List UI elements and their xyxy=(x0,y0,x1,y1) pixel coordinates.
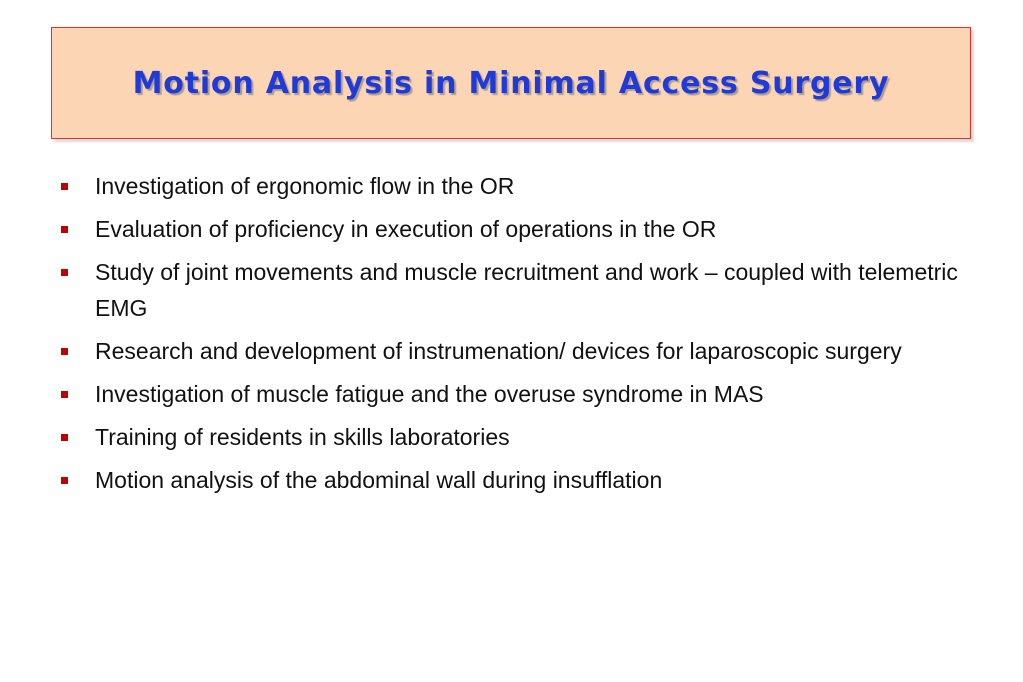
square-bullet-icon xyxy=(61,269,68,276)
title-box xyxy=(51,27,971,139)
bullet-text: Motion analysis of the abdominal wall during insufflation xyxy=(95,467,663,493)
slide-title: Motion Analysis in Minimal Access Surgery xyxy=(132,65,890,101)
square-bullet-icon xyxy=(61,226,68,233)
bullet-item xyxy=(58,333,968,369)
bullet-text: Research and development of instrumenation/ devices for laparoscopic surgery xyxy=(95,338,902,364)
square-bullet-icon xyxy=(61,477,68,484)
square-bullet-icon xyxy=(61,391,68,398)
bullet-item xyxy=(58,168,968,204)
bullet-text: Study of joint movements and muscle recruitment and work – coupled with telemetric EMG xyxy=(95,259,958,321)
bullet-item xyxy=(58,376,968,412)
bullet-item xyxy=(58,462,968,498)
bullet-item xyxy=(58,211,968,247)
bullet-text: Investigation of muscle fatigue and the overuse syndrome in MAS xyxy=(95,381,764,407)
square-bullet-icon xyxy=(61,348,68,355)
bullet-item xyxy=(58,419,968,455)
bullet-text: Training of residents in skills laboratories xyxy=(95,424,510,450)
bullet-item xyxy=(58,254,968,326)
square-bullet-icon xyxy=(61,183,68,190)
bullet-list xyxy=(58,168,968,505)
bullet-text: Investigation of ergonomic flow in the OR xyxy=(95,173,515,199)
square-bullet-icon xyxy=(61,434,68,441)
bullet-text: Evaluation of proficiency in execution of operations in the OR xyxy=(95,216,717,242)
